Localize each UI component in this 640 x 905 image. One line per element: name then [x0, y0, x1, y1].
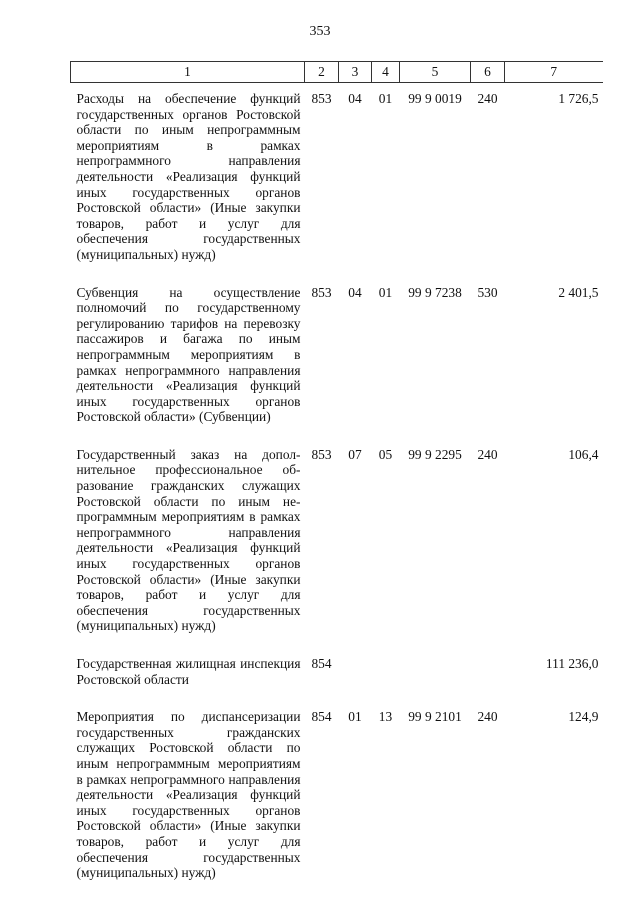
column-header-1: 1	[71, 62, 305, 83]
column-header-7: 7	[505, 62, 603, 83]
table-header-row	[71, 62, 603, 83]
column-header-6: 6	[471, 62, 505, 83]
section-code	[339, 648, 372, 701]
amount: 111 236,0	[545, 656, 599, 671]
subsection-code: 05	[378, 446, 393, 462]
section-code: 01	[348, 709, 362, 725]
row-description: Расходы на обеспечение функций государственных органов Ростовской области по иным непрограммным мероприятиям в рамках непрограммного направления деятельности «Реализация функций иных государственных органов Ростовской области» (Иные закупки товаров, работ и услуг для обеспечения государственных (муниципальных) нужд)	[76, 91, 301, 262]
subsection-code	[372, 648, 400, 701]
section-code: 04	[348, 284, 362, 300]
subsection-code: 01	[378, 284, 393, 300]
section-code: 04	[348, 91, 362, 106]
section-code: 07	[348, 446, 362, 462]
amount: 2 401,5	[558, 284, 599, 300]
table-row	[71, 277, 603, 439]
budget-table	[70, 61, 603, 895]
amount: 106,4	[568, 446, 599, 462]
page-number: 353	[309, 24, 331, 39]
target-article-code: 99 9 2295	[408, 446, 462, 462]
subsection-code: 01	[378, 91, 393, 106]
target-article-code: 99 9 7238	[408, 284, 462, 300]
column-header-2: 2	[305, 62, 339, 83]
ministry-code: 854	[311, 656, 332, 671]
column-header-3: 3	[339, 62, 372, 83]
target-article-code: 99 9 0019	[408, 91, 462, 106]
row-description: Государственная жилищная инспекция Ростовской области	[76, 656, 301, 687]
expense-type-code: 240	[477, 446, 498, 462]
ministry-code: 854	[311, 709, 332, 725]
amount: 1 726,5	[558, 91, 599, 106]
row-description: Субвенция на осуществление полномочий по государственному регулированию тарифов на перевозку пассажиров и багажа по иным непрограммным мероприятиям в рамках непрограммного направления деятельности «Реализация функций иных государственных органов Ростовской области» (Субвенции)	[76, 284, 301, 425]
ministry-code: 853	[311, 446, 332, 462]
subsection-code: 13	[378, 709, 393, 725]
column-header-4: 4	[372, 62, 400, 83]
table-row	[71, 439, 603, 648]
table-row	[71, 701, 603, 895]
target-article-code	[400, 648, 471, 701]
ministry-code: 853	[311, 91, 332, 106]
ministry-code: 853	[311, 284, 332, 300]
target-article-code: 99 9 2101	[408, 709, 462, 725]
expense-type-code: 240	[477, 709, 498, 725]
row-description: Государственный заказ на дополнительное профессиональное образование гражданских служащих Ростовской области по иным непрограммным мероприятиям в рамках непрограммного направления деятельности «Реализация функций иных государственных органов Ростовской области» (Иные закупки товаров, работ и услуг для обеспечения государственных (муниципальных) нужд)	[76, 446, 301, 634]
expense-type-code: 240	[477, 91, 498, 106]
expense-type-code	[471, 648, 505, 701]
amount: 124,9	[568, 709, 599, 725]
table-row	[71, 83, 603, 277]
column-header-5: 5	[400, 62, 471, 83]
expense-type-code: 530	[477, 284, 498, 300]
table-row	[71, 648, 603, 701]
row-description: Мероприятия по диспансеризации государственных гражданских служащих Ростовской области по иным непрограммным мероприятиям в рамках непрограммного направления деятельности «Реализация функций иных государственных органов Ростовской области» (Иные закупки товаров, работ и услуг для обеспечения государственных (муниципальных) нужд)	[76, 709, 301, 881]
